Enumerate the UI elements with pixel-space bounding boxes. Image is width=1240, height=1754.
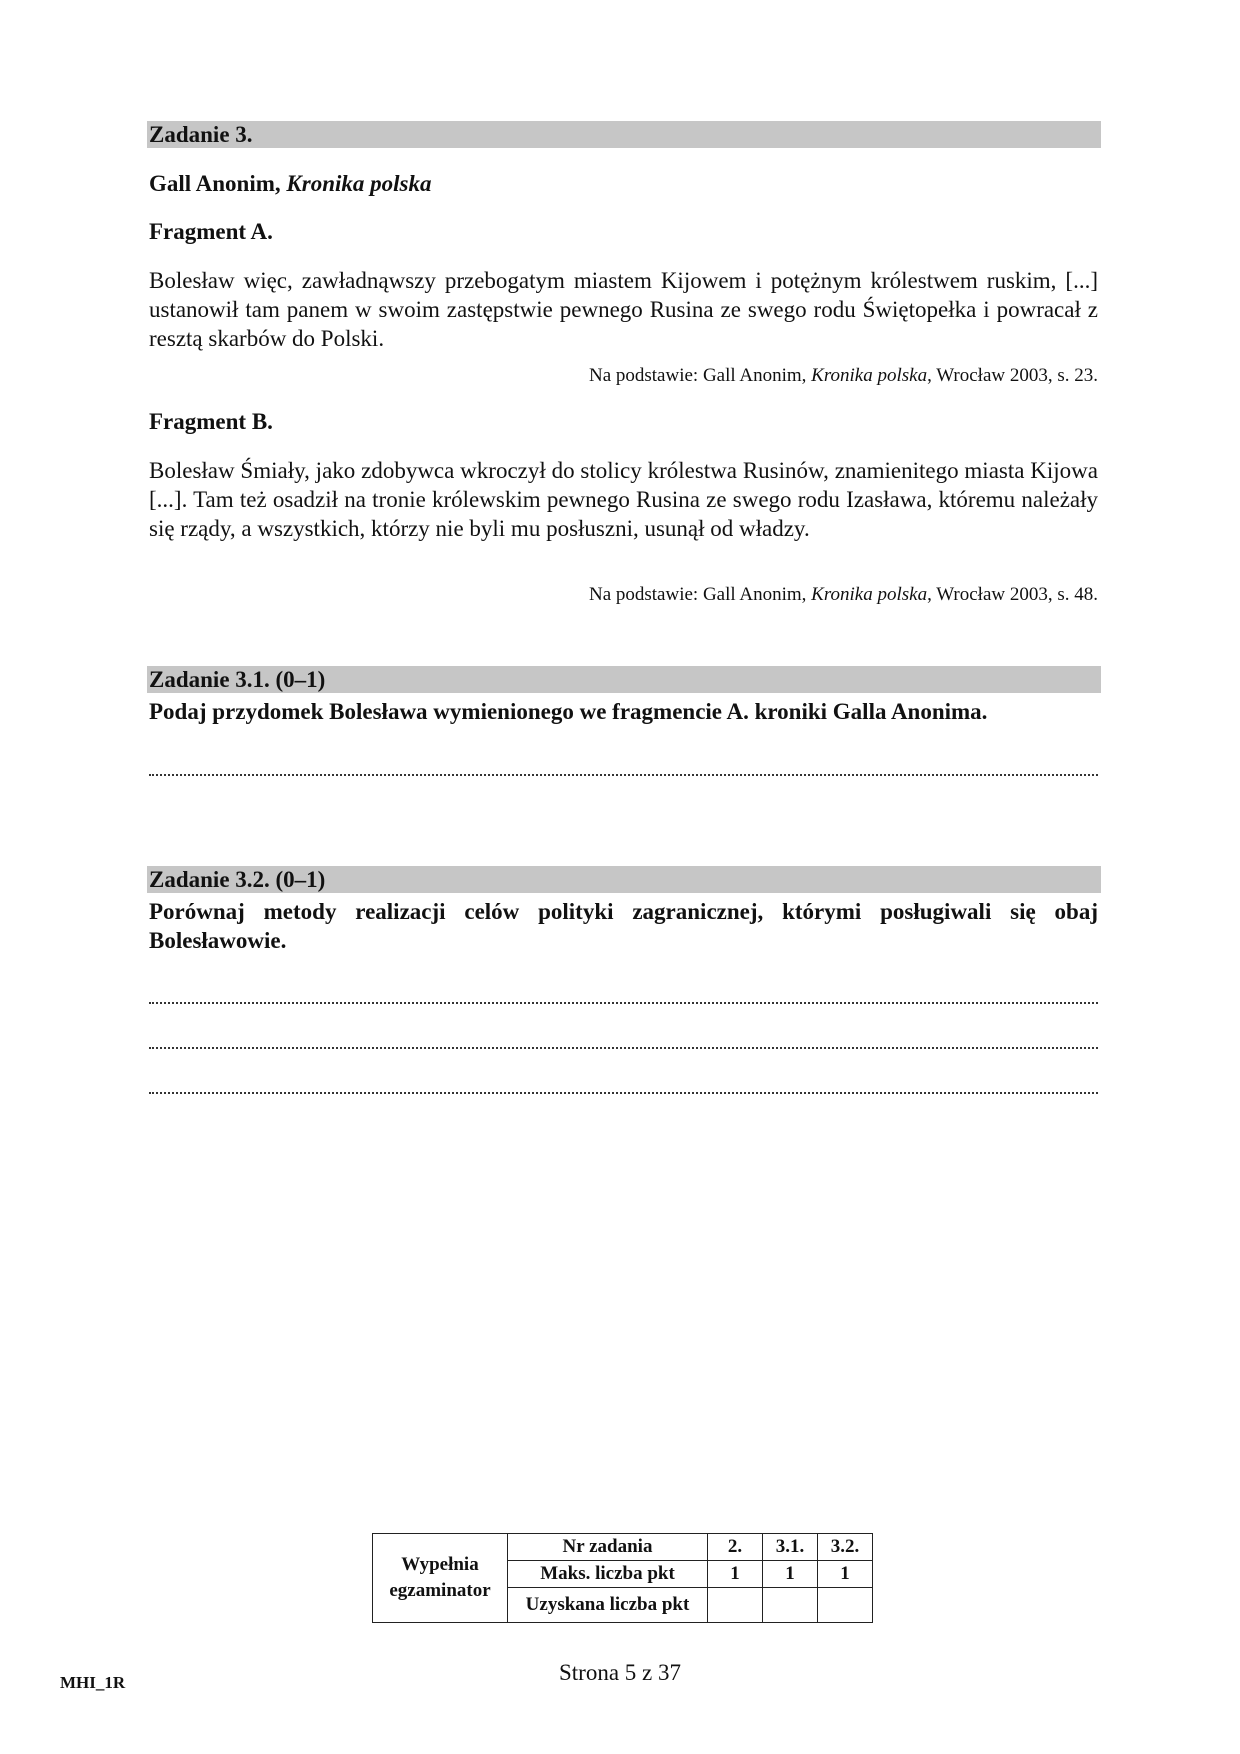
answer-line[interactable] [149,1033,1098,1049]
task-number-cell: 3.2. [818,1534,873,1561]
citation-suffix: , Wrocław 2003, s. 48. [927,584,1098,605]
citation-work: Kronika polska [811,584,928,605]
citation-suffix: , Wrocław 2003, s. 23. [927,365,1098,386]
task-3-title: Zadanie 3. [147,121,1101,148]
answer-line[interactable] [149,988,1098,1004]
source-author: Gall Anonim, [149,171,287,196]
source-work: Kronika polska [286,171,432,196]
examiner-label-line1: Wypełnia [401,1554,479,1575]
citation-work: Kronika polska [811,365,928,386]
citation-prefix: Na podstawie: Gall Anonim, [588,584,812,605]
examiner-label-line2: egzaminator [389,1580,491,1601]
task-3-2-title: Zadanie 3.2. (0–1) [147,866,1101,893]
max-points-cell: 1 [818,1561,873,1588]
fragment-b-citation [589,584,1098,606]
page-number: Strona 5 z 37 [558,1660,681,1685]
max-points-label: Maks. liczba pkt [508,1561,708,1588]
obtained-points-cell[interactable] [708,1588,763,1623]
task-number-cell: 3.1. [763,1534,818,1561]
task-3-1-question: Podaj przydomek Bolesława wymienionego we fragmencie A. kroniki Galla Anonima. [149,699,988,724]
score-table [372,1533,873,1623]
fragment-a-title: Fragment A. [149,219,273,244]
obtained-points-cell[interactable] [763,1588,818,1623]
max-points-cell: 1 [763,1561,818,1588]
examiner-label [373,1534,508,1623]
source-heading [149,170,431,198]
exam-code: MHI_1R [60,1673,126,1692]
fragment-a-citation [589,365,1098,387]
obtained-points-cell[interactable] [818,1588,873,1623]
answer-line[interactable] [149,1078,1098,1094]
task-3-1-title: Zadanie 3.1. (0–1) [147,666,1101,693]
obtained-points-label: Uzyskana liczba pkt [508,1588,708,1623]
task-number-label: Nr zadania [508,1534,708,1561]
fragment-a-text: Bolesław więc, zawładnąwszy przebogatym miastem Kijowem i potężnym królestwem ruskim, [...] ustanowił tam panem w swoim zastępstwie pewnego Rusina ze swego rodu Świętopełka i powracał z resztą skarbów do Polski. [149,268,1098,351]
fragment-b-title: Fragment B. [149,409,273,434]
citation-prefix: Na podstawie: Gall Anonim, [588,365,812,386]
task-3-2-question: Porównaj metody realizacji celów polityki zagranicznej, którymi posługiwali się obaj Bolesławowie. [149,899,1098,953]
answer-line[interactable] [149,760,1098,776]
task-number-cell: 2. [708,1534,763,1561]
fragment-b-text: Bolesław Śmiały, jako zdobywca wkroczył do stolicy królestwa Rusinów, znamienitego miasta Kijowa [...]. Tam też osadził na tronie królewskim pewnego Rusina ze swego rodu Izasława, któremu należały się rządy, a wszystkich, którzy nie byli mu posłuszni, usunął od władzy. [149,458,1098,541]
max-points-cell: 1 [708,1561,763,1588]
